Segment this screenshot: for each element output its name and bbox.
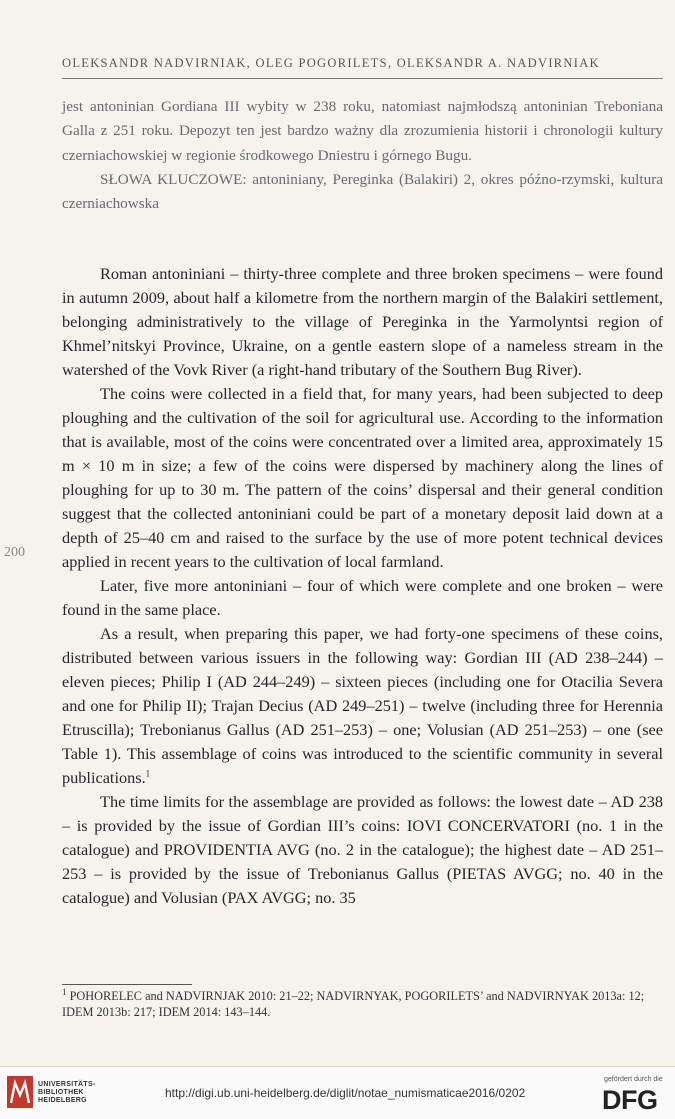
polish-abstract (62, 95, 663, 216)
paragraph-5: The time limits for the assemblage are provided as follows: the lowest date – AD 238 – is provided by the issue of Gordian III’s coins: IOVI CONCERVATORI (no. 1 in the catalogue) and PROVIDENTIA AVG (no. 2 in the catalogue); the highest date – AD 251–253 – is provided by the issue of Trebonianus Gallus (PIETAS AVGG; no. 40 in the catalogue) and Volusian (PAX AVGG; no. 35 (62, 792, 663, 907)
paragraph-2: The coins were collected in a field that, for many years, had been subjected to deep ploughing and the cultivation of the soil for agricultural use. According to the information that is available, most of the coins were concentrated over a limited area, approximately 15 m × 10 m in size; a few of the coins were dispersed by machinery along the lines of ploughing for up to 30 m. The pattern of the coins’ dispersal and their general condition suggest that the collected antoniniani could be part of a monetary deposit laid down at a depth of 25–40 cm and raised to the surface by the use of more potent technical devices applied in recent years to the cultivation of local farmland. (62, 384, 663, 571)
footnote-text: POHORELEC and NADVIRNJAK 2010: 21–22; NADVIRNYAK, POGORILETS’ and NADVIRNYAK 2013a: 12; IDEM 2013b: 217; IDEM 2014: 143–144. (62, 989, 645, 1019)
funding-note: gefördert durch die (604, 1076, 663, 1083)
library-name (38, 1081, 96, 1105)
paragraph-3: Later, five more antoniniani – four of which were complete and one broken – were found in the same place. (62, 576, 663, 619)
library-line-1: UNIVERSITÄTS- (38, 1081, 96, 1088)
source-url-link[interactable]: http://digi.ub.uni-heidelberg.de/diglit/notae_numismaticae2016/0202 (165, 1086, 526, 1100)
dfg-logo: DFG (602, 1085, 658, 1115)
footnote-ref[interactable]: 1 (145, 768, 151, 779)
paragraph-1: Roman antoniniani – thirty-three complete and three broken specimens – were found in autumn 2009, about half a kilometre from the northern margin of the Balakiri settlement, belonging administratively to the village of Pereginka in the Yarmolyntsi region of Khmel’nitskyi Province, Ukraine, on a gentle eastern slope of a nameless stream in the watershed of the Vovk River (a right-hand tributary of the Southern Bug River). (62, 264, 663, 379)
footnote-marker: 1 (62, 986, 67, 997)
keywords: SŁOWA KLUCZOWE: antoniniany, Pereginka (Balakiri) 2, okres późno-rzymski, kultura czerniachowska (62, 170, 663, 213)
paragraph-4 (62, 622, 663, 790)
main-text (62, 262, 663, 910)
library-line-2: BIBLIOTHEK (38, 1089, 84, 1096)
abstract-paragraph: jest antoninian Gordiana III wybity w 238 roku, natomiast najmłodszą antoninian Treboniana Galla z 251 roku. Depozyt ten jest bardzo ważny dla zrozumienia historii i chronologii kultury czerniachowskiej w regionie środkowego Dniestru i górnego Bugu. (62, 98, 663, 164)
university-seal-icon (6, 1075, 34, 1109)
paragraph-4-text: As a result, when preparing this paper, we had forty-one specimens of these coins, distributed between various issuers in the following way: Gordian III (AD 238–244) – eleven pieces; Philip I (AD 244–249) – sixteen pieces (including one for Otacilia Severa and one for Philip II); Trajan Decius (AD 249–251) – twelve (including three for Herennia Etruscilla); Trebonianus Gallus (AD 251–253) – one; Volusian (AD 251–253) – one (see Table 1). This assemblage of coins was introduced to the scientific community in several publications. (62, 624, 663, 787)
page-number: 200 (4, 545, 25, 560)
footnote (62, 986, 663, 1020)
library-line-3: HEIDELBERG (38, 1097, 87, 1104)
footnote-rule (62, 984, 192, 985)
running-header: OLEKSANDR NADVIRNIAK, OLEG POGORILETS, OLEKSANDR A. NADVIRNIAK (62, 56, 600, 70)
header-rule (62, 78, 663, 79)
